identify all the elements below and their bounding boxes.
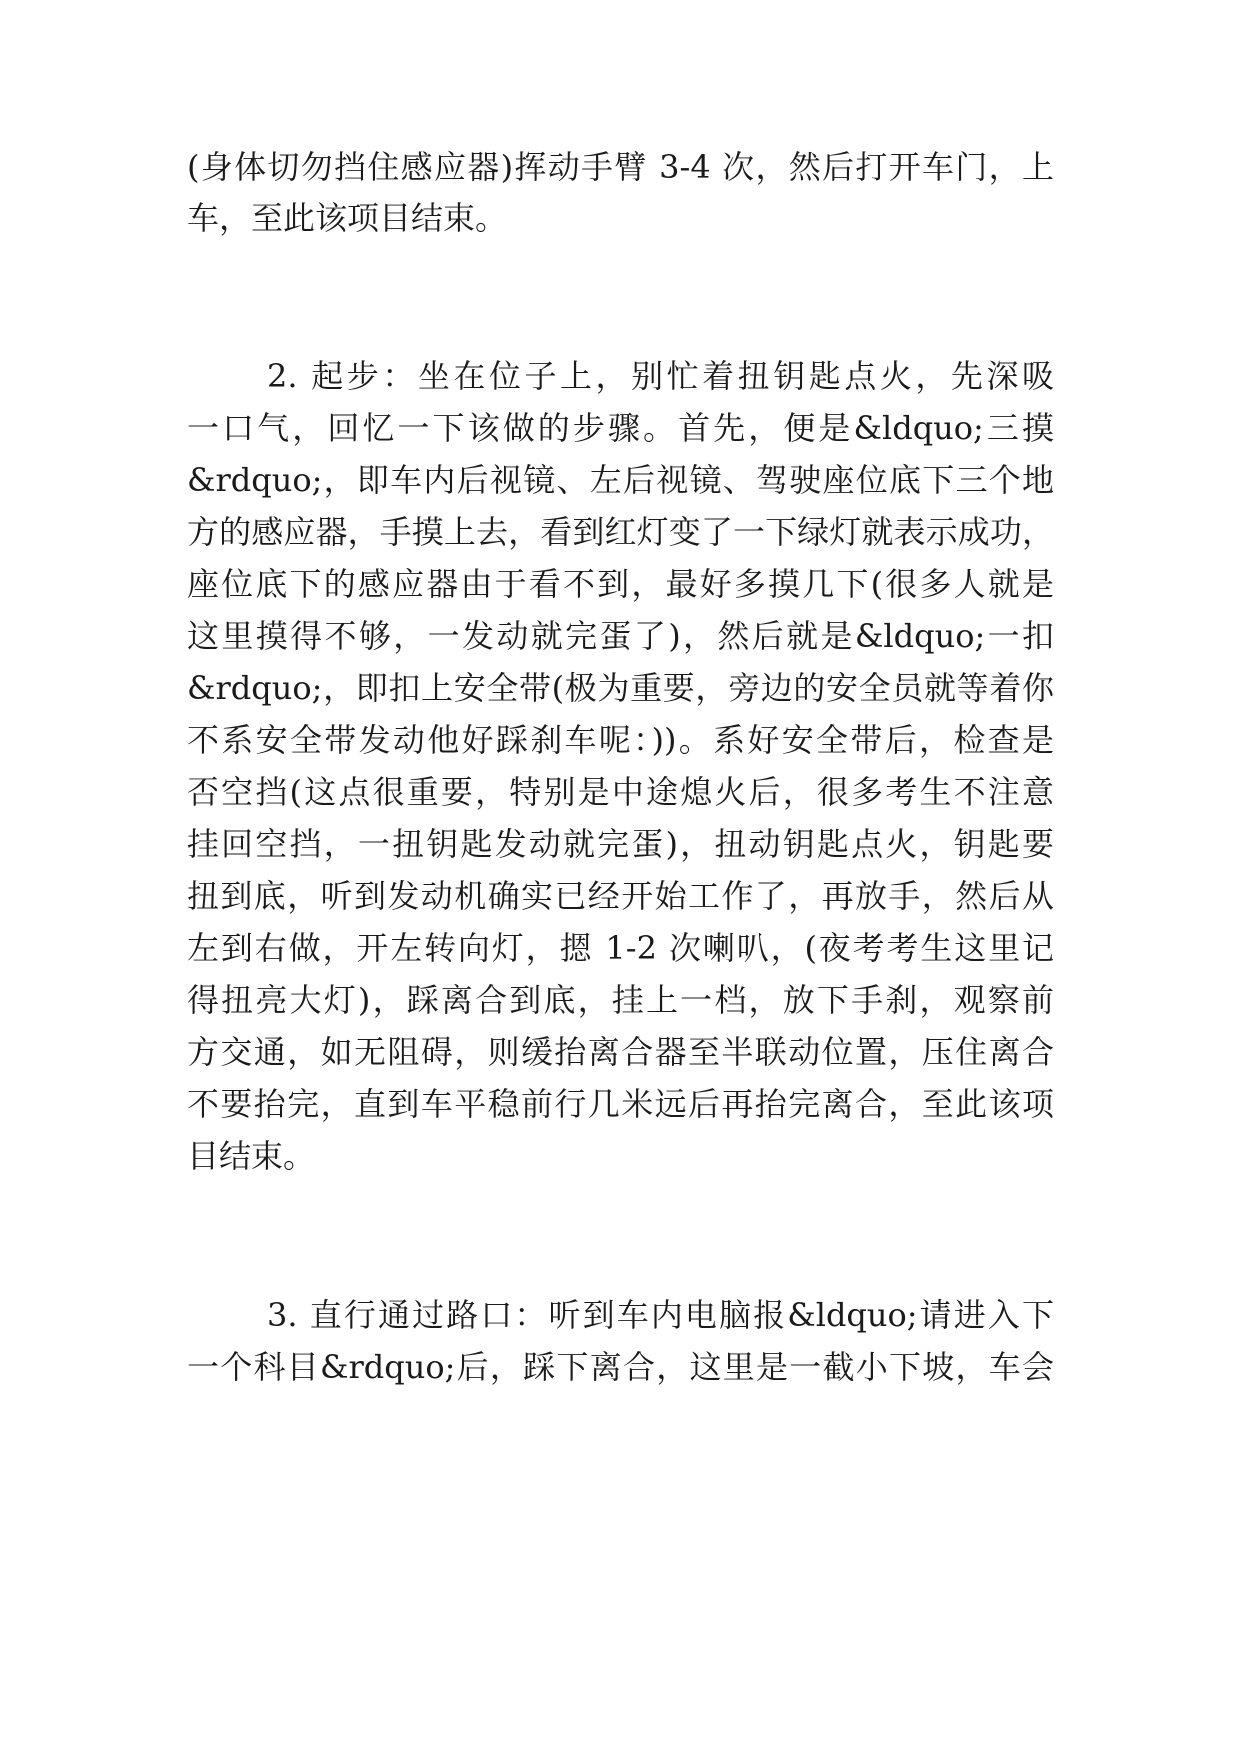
text-line: 方交通，如无阻碍，则缓抬离合器至半联动位置，压住离合	[187, 1033, 1054, 1071]
text-line: 这里摸得不够，一发动就完蛋了)，然后就是&ldquo;一扣	[187, 617, 1054, 655]
text-line: 车，至此该项目结束。	[187, 199, 508, 237]
text-line: 一口气，回忆一下该做的步骤。首先，便是&ldquo;三摸	[187, 409, 1054, 447]
text-line: &rdquo;，即扣上安全带(极为重要，旁边的安全员就等着你	[187, 669, 1054, 707]
text-line: 得扭亮大灯)，踩离合到底，挂上一档，放下手刹，观察前	[187, 981, 1054, 1019]
text-line: 左到右做，开左转向灯，摁 1-2 次喇叭，(夜考考生这里记	[187, 929, 1054, 967]
text-line: 不要抬完，直到车平稳前行几米远后再抬完离合，至此该项	[187, 1085, 1054, 1123]
text-line: 一个科目&rdquo;后，踩下离合，这里是一截小下坡，车会	[187, 1348, 1054, 1386]
paragraph-heading-line: 3. 直行通过路口：听到车内电脑报&ldquo;请进入下	[267, 1296, 1054, 1334]
text-line: (身体切勿挡住感应器)挥动手臂 3-4 次，然后打开车门，上	[187, 148, 1054, 186]
text-line: 目结束。	[187, 1137, 316, 1175]
text-line: 挂回空挡，一扭钥匙发动就完蛋)，扭动钥匙点火，钥匙要	[187, 825, 1054, 863]
text-line: 不系安全带发动他好踩刹车呢：))。系好安全带后，检查是	[187, 721, 1054, 759]
text-line: 否空挡(这点很重要，特别是中途熄火后，很多考生不注意	[187, 773, 1054, 811]
text-line: 扭到底，听到发动机确实已经开始工作了，再放手，然后从	[187, 877, 1054, 915]
text-line: &rdquo;，即车内后视镜、左后视镜、驾驶座位底下三个地	[187, 461, 1054, 499]
paragraph-heading-line: 2. 起步：坐在位子上，别忙着扭钥匙点火，先深吸	[267, 357, 1054, 395]
text-line: 方的感应器，手摸上去，看到红灯变了一下绿灯就表示成功，	[187, 513, 1054, 551]
text-line: 座位底下的感应器由于看不到，最好多摸几下(很多人就是	[187, 565, 1054, 603]
